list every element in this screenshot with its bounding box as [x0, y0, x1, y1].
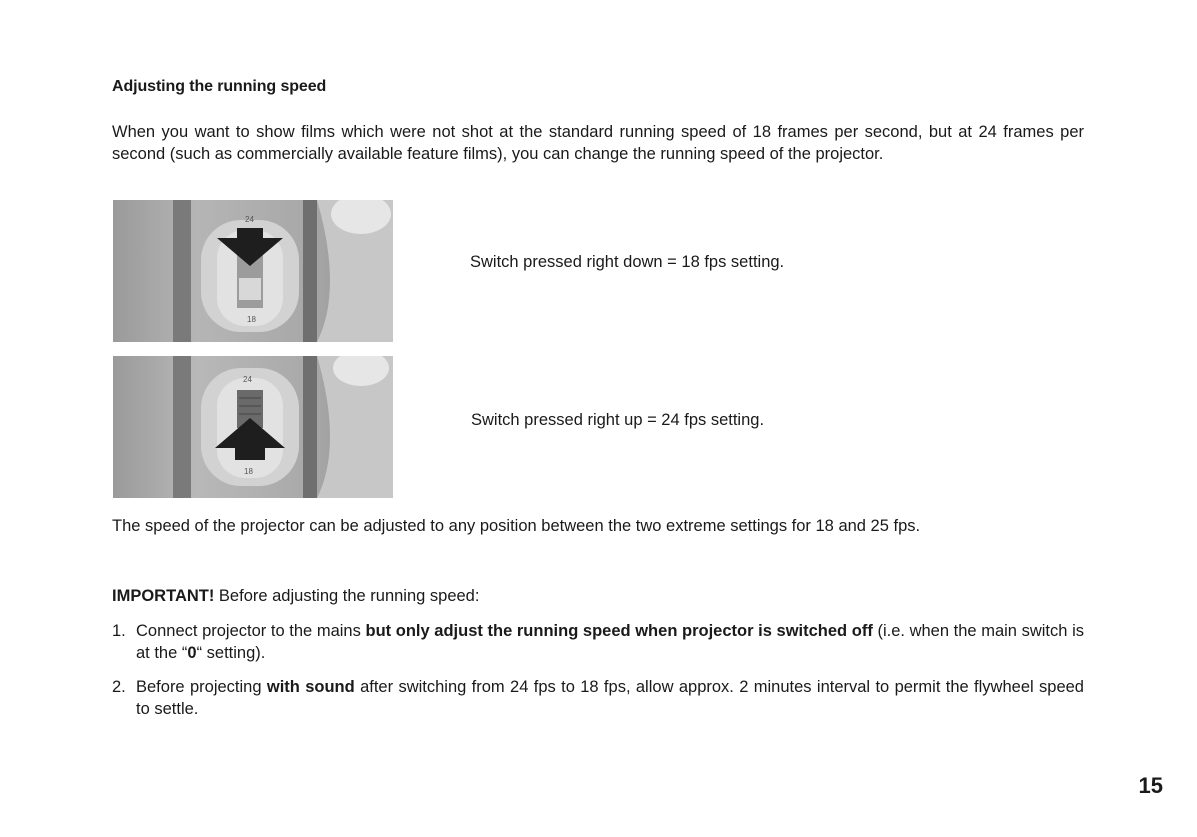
caption-24fps: Switch pressed right up = 24 fps setting. — [471, 411, 765, 429]
scale-label-24: 24 — [245, 215, 254, 224]
section-heading: Adjusting the running speed — [112, 78, 327, 95]
list-item — [112, 620, 1084, 664]
list-item-text: Before projecting with sound after switching from 24 fps to 18 fps, allow approx. 2 minutes interval to permit the flywheel speed to settle. — [136, 678, 1084, 718]
important-text: Before adjusting the running speed: — [214, 587, 480, 605]
page-number: 15 — [1138, 773, 1163, 798]
switch-up-photo — [113, 356, 393, 498]
list-item-text: Connect projector to the mains but only adjust the running speed when projector is switched off (i.e. when the main switch is at the “0“ setting). — [136, 622, 1084, 662]
switch-down-photo — [113, 200, 393, 342]
important-label: IMPORTANT! — [112, 587, 215, 605]
list-number: 1. — [112, 622, 126, 640]
list-number: 2. — [112, 678, 126, 696]
important-note — [112, 585, 1084, 607]
intro-paragraph: When you want to show films which were not shot at the standard running speed of 18 frames per second, but at 24 frames per second (such as commercially available feature films), you can change the running speed of the projector. — [112, 123, 1084, 163]
speed-range-paragraph: The speed of the projector can be adjusted to any position between the two extreme settings for 18 and 25 fps. — [112, 517, 921, 535]
list-item — [112, 676, 1084, 720]
scale-label-18: 18 — [247, 315, 256, 324]
scale-label-18: 18 — [244, 467, 253, 476]
scale-label-24: 24 — [243, 375, 252, 384]
caption-18fps: Switch pressed right down = 18 fps setting. — [470, 253, 785, 271]
